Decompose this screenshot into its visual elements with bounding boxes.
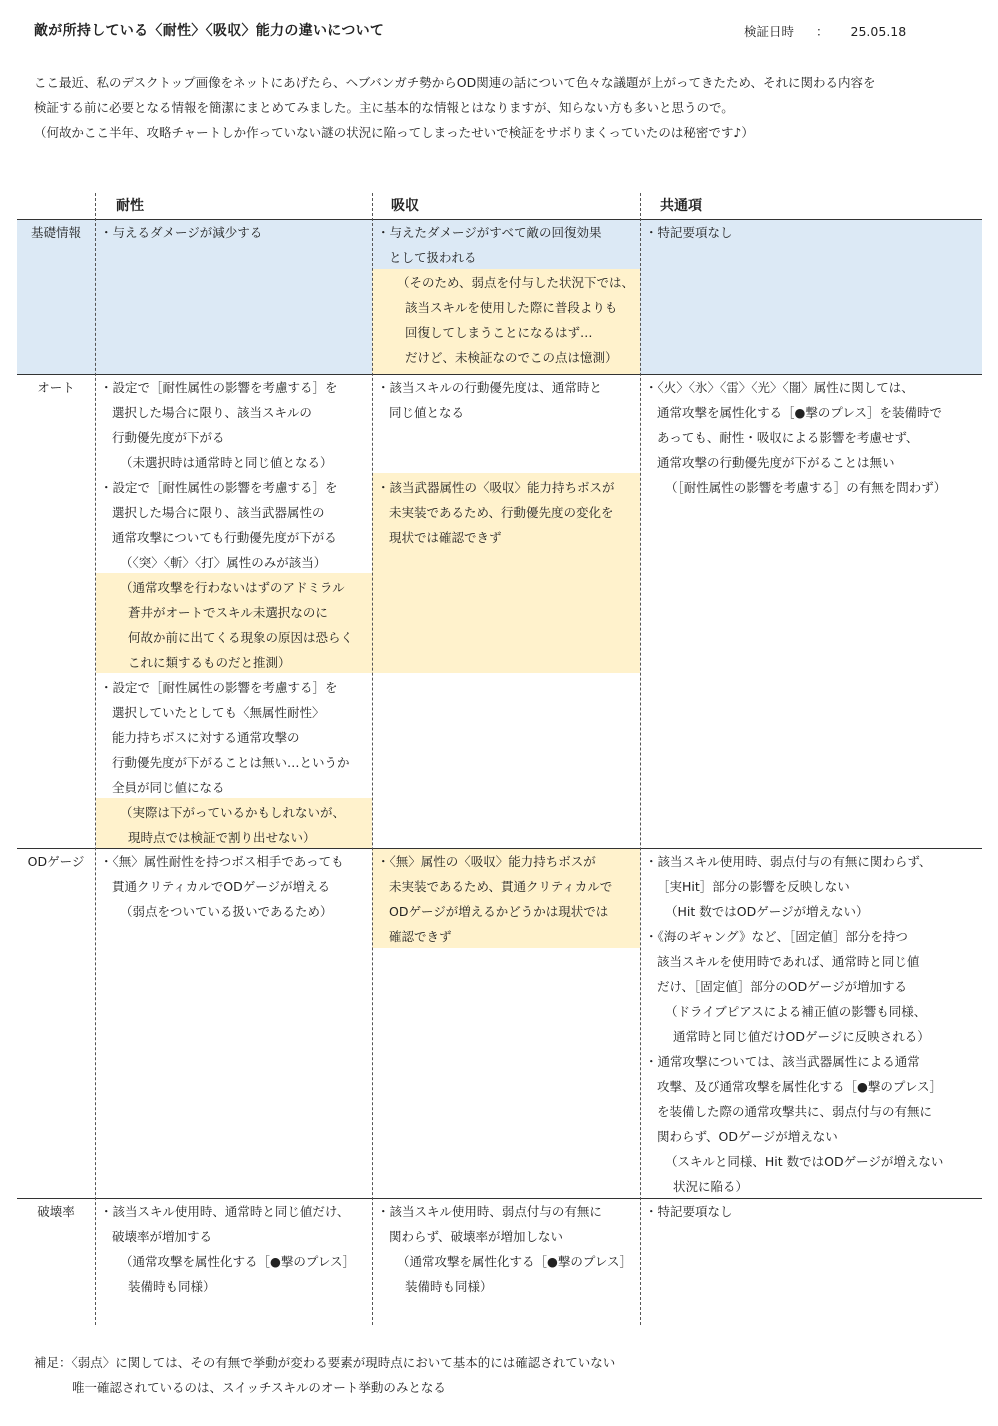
cell-line: （通常攻撃を行わないはずのアドミラル bbox=[120, 580, 345, 595]
basic-resist-cell bbox=[100, 220, 262, 245]
cell-line: 選択した場合に限り、該当武器属性の bbox=[112, 505, 325, 520]
cell-line: ・特記要項なし bbox=[645, 225, 733, 240]
cell-line: ・《海のギャング》など、［固定値］部分を持つ bbox=[645, 929, 908, 944]
date-label: 検証日時 bbox=[744, 24, 795, 39]
cell-line: 選択した場合に限り、該当スキルの bbox=[112, 405, 312, 420]
cell-line: （〈突〉〈斬〉〈打〉属性のみが該当） bbox=[120, 555, 327, 570]
break-common-cell bbox=[645, 1199, 733, 1224]
cell-line: 同じ値となる bbox=[389, 405, 465, 420]
row-label-break: 破壊率 bbox=[37, 1204, 75, 1219]
header-absorb: 吸収 bbox=[391, 198, 419, 214]
cell-line: だけど、未検証なのでこの点は憶測） bbox=[405, 350, 618, 365]
cell-line: として扱われる bbox=[389, 250, 477, 265]
cell-line bbox=[377, 450, 615, 475]
od-common-cell bbox=[645, 849, 943, 1199]
header-common: 共通項 bbox=[660, 198, 702, 214]
cell-line: （スキルと同様、Hit 数ではODゲージが増えない bbox=[665, 1154, 944, 1169]
auto-common-cell bbox=[645, 375, 946, 500]
break-resist-cell bbox=[100, 1199, 355, 1299]
cell-line: ・〈無〉属性耐性を持つボス相手であっても bbox=[100, 854, 344, 869]
cell-line: （ドライブピアスによる補正値の影響も同様、 bbox=[665, 1004, 927, 1019]
cell-line: ・該当スキルの行動優先度は、通常時と bbox=[377, 380, 602, 395]
cell-line: 蒼井がオートでスキル未選択なのに bbox=[128, 605, 328, 620]
cell-line: だけ、［固定値］部分のODゲージが増加する bbox=[657, 979, 907, 994]
cell-line: 何故か前に出てくる現象の原因は恐らく bbox=[128, 630, 354, 645]
cell-line: （通常攻撃を属性化する［●撃のプレス］ bbox=[120, 1254, 356, 1269]
cell-line: ・設定で［耐性属性の影響を考慮する］を bbox=[100, 380, 338, 395]
column-divider bbox=[95, 193, 96, 1325]
cell-line: ・該当武器属性の〈吸収〉能力持ちボスが bbox=[377, 480, 615, 495]
cell-line: 攻撃、及び通常攻撃を属性化する［●撃のプレス］ bbox=[657, 1079, 943, 1094]
cell-line: ・設定で［耐性属性の影響を考慮する］を bbox=[100, 480, 338, 495]
cell-line: あっても、耐性・吸収による影響を考慮せず、 bbox=[657, 430, 919, 445]
column-divider bbox=[372, 193, 373, 1325]
cell-line: 破壊率が増加する bbox=[112, 1229, 213, 1244]
cell-line: （通常攻撃を属性化する［●撃のプレス］ bbox=[397, 1254, 633, 1269]
cell-line: （弱点をついている扱いであるため） bbox=[120, 904, 333, 919]
verification-date bbox=[744, 22, 906, 40]
intro-line: （何故かここ半年、攻略チャートしか作っていない謎の状況に陥ってしまったせいで検証をサボりまくっていたのは秘密です♪） bbox=[34, 125, 754, 140]
auto-absorb-cell bbox=[377, 375, 615, 550]
auto-resist-cell bbox=[100, 375, 353, 850]
cell-line: を装備した際の通常攻撃共に、弱点付与の有無に bbox=[657, 1104, 933, 1119]
header-resist: 耐性 bbox=[116, 198, 144, 214]
cell-line bbox=[377, 425, 615, 450]
cell-line: （そのため、弱点を付与した状況下では、 bbox=[397, 275, 635, 290]
cell-line: 選択していたとしても〈無属性耐性〉 bbox=[112, 705, 325, 720]
basic-absorb-cell bbox=[377, 220, 634, 370]
cell-line: 通常攻撃を属性化する［●撃のプレス］を装備時で bbox=[657, 405, 943, 420]
cell-line: 現状では確認できず bbox=[389, 530, 502, 545]
cell-line: 未実装であるため、貫通クリティカルで bbox=[389, 879, 613, 894]
date-separator: ： bbox=[816, 24, 829, 39]
cell-line: ODゲージが増えるかどうかは現状では bbox=[389, 904, 609, 919]
cell-line: 行動優先度が下がることは無い…というか bbox=[112, 755, 350, 770]
cell-line: ・通常攻撃については、該当武器属性による通常 bbox=[645, 1054, 920, 1069]
cell-line: 確認できず bbox=[389, 929, 452, 944]
intro-line: 検証する前に必要となる情報を簡潔にまとめてみました。主に基本的な情報とはなりますが、知らない方も多いと思うので。 bbox=[34, 100, 734, 115]
row-label-basic: 基礎情報 bbox=[30, 225, 81, 240]
cell-line: （Hit 数ではODゲージが増えない） bbox=[665, 904, 869, 919]
cell-line: これに類するものだと推測） bbox=[128, 655, 291, 670]
cell-line: 行動優先度が下がる bbox=[112, 430, 225, 445]
cell-line: （未選択時は通常時と同じ値となる） bbox=[120, 455, 333, 470]
cell-line: ・該当スキル使用時、弱点付与の有無に関わらず、 bbox=[645, 854, 932, 869]
note-line: 唯一確認されているのは、スイッチスキルのオート挙動のみとなる bbox=[72, 1380, 446, 1395]
break-absorb-cell bbox=[377, 1199, 632, 1299]
cell-line: 通常攻撃の行動優先度が下がることは無い bbox=[657, 455, 895, 470]
od-absorb-cell bbox=[377, 849, 612, 949]
cell-line: 貫通クリティカルでODゲージが増える bbox=[112, 879, 330, 894]
cell-line: 回復してしまうことになるはず… bbox=[405, 325, 593, 340]
row-label-od: ODゲージ bbox=[27, 854, 85, 869]
date-value: 25.05.18 bbox=[850, 24, 907, 39]
cell-line: 状況に陥る） bbox=[673, 1179, 749, 1194]
cell-line: 通常攻撃についても行動優先度が下がる bbox=[112, 530, 337, 545]
cell-line: 該当スキルを使用した際に普段よりも bbox=[405, 300, 618, 315]
comparison-table bbox=[17, 193, 982, 1325]
cell-line: ・該当スキル使用時、弱点付与の有無に bbox=[377, 1204, 602, 1219]
column-divider bbox=[640, 193, 641, 1325]
cell-line: ・与えたダメージがすべて敵の回復効果 bbox=[377, 225, 602, 240]
row-label-auto: オート bbox=[37, 380, 75, 395]
cell-line: ・与えるダメージが減少する bbox=[100, 225, 263, 240]
cell-line: 通常時と同じ値だけODゲージに反映される） bbox=[673, 1029, 930, 1044]
intro-text bbox=[34, 70, 934, 145]
cell-line: （実際は下がっているかもしれないが、 bbox=[120, 805, 346, 820]
page-title: 敵が所持している〈耐性〉〈吸収〉能力の違いについて bbox=[34, 23, 385, 39]
od-resist-cell bbox=[100, 849, 344, 924]
cell-line: ［実Hit］部分の影響を反映しない bbox=[657, 879, 850, 894]
cell-line: （［耐性属性の影響を考慮する］の有無を問わず） bbox=[665, 480, 947, 495]
note-line: 補足：〈弱点〉に関しては、その有無で挙動が変わる要素が現時点において基本的には確認されていない bbox=[34, 1355, 616, 1370]
cell-line: ・設定で［耐性属性の影響を考慮する］を bbox=[100, 680, 338, 695]
cell-line: ・特記要項なし bbox=[645, 1204, 733, 1219]
cell-line: 未実装であるため、行動優先度の変化を bbox=[389, 505, 614, 520]
cell-line: ・該当スキル使用時、通常時と同じ値だけ、 bbox=[100, 1204, 350, 1219]
basic-common-cell bbox=[645, 220, 733, 245]
intro-line: ここ最近、私のデスクトップ画像をネットにあげたら、ヘブバンガチ勢からOD関連の話について色々な議題が上がってきたため、それに関わる内容を bbox=[34, 75, 876, 90]
cell-line: 該当スキルを使用時であれば、通常時と同じ値 bbox=[657, 954, 920, 969]
cell-line: 能力持ちボスに対する通常攻撃の bbox=[112, 730, 300, 745]
cell-line: 全員が同じ値になる bbox=[112, 780, 225, 795]
cell-line: 現時点では検証で割り出せない） bbox=[128, 830, 316, 845]
cell-line: 装備時も同様） bbox=[405, 1279, 493, 1294]
cell-line: 関わらず、ODゲージが増えない bbox=[657, 1129, 838, 1144]
cell-line: 関わらず、破壊率が増加しない bbox=[389, 1229, 564, 1244]
cell-line: ・〈火〉〈氷〉〈雷〉〈光〉〈闇〉属性に関しては、 bbox=[645, 380, 914, 395]
cell-line: ・〈無〉属性の〈吸収〉能力持ちボスが bbox=[377, 854, 596, 869]
supplement-note bbox=[34, 1350, 615, 1400]
cell-line: 装備時も同様） bbox=[128, 1279, 216, 1294]
